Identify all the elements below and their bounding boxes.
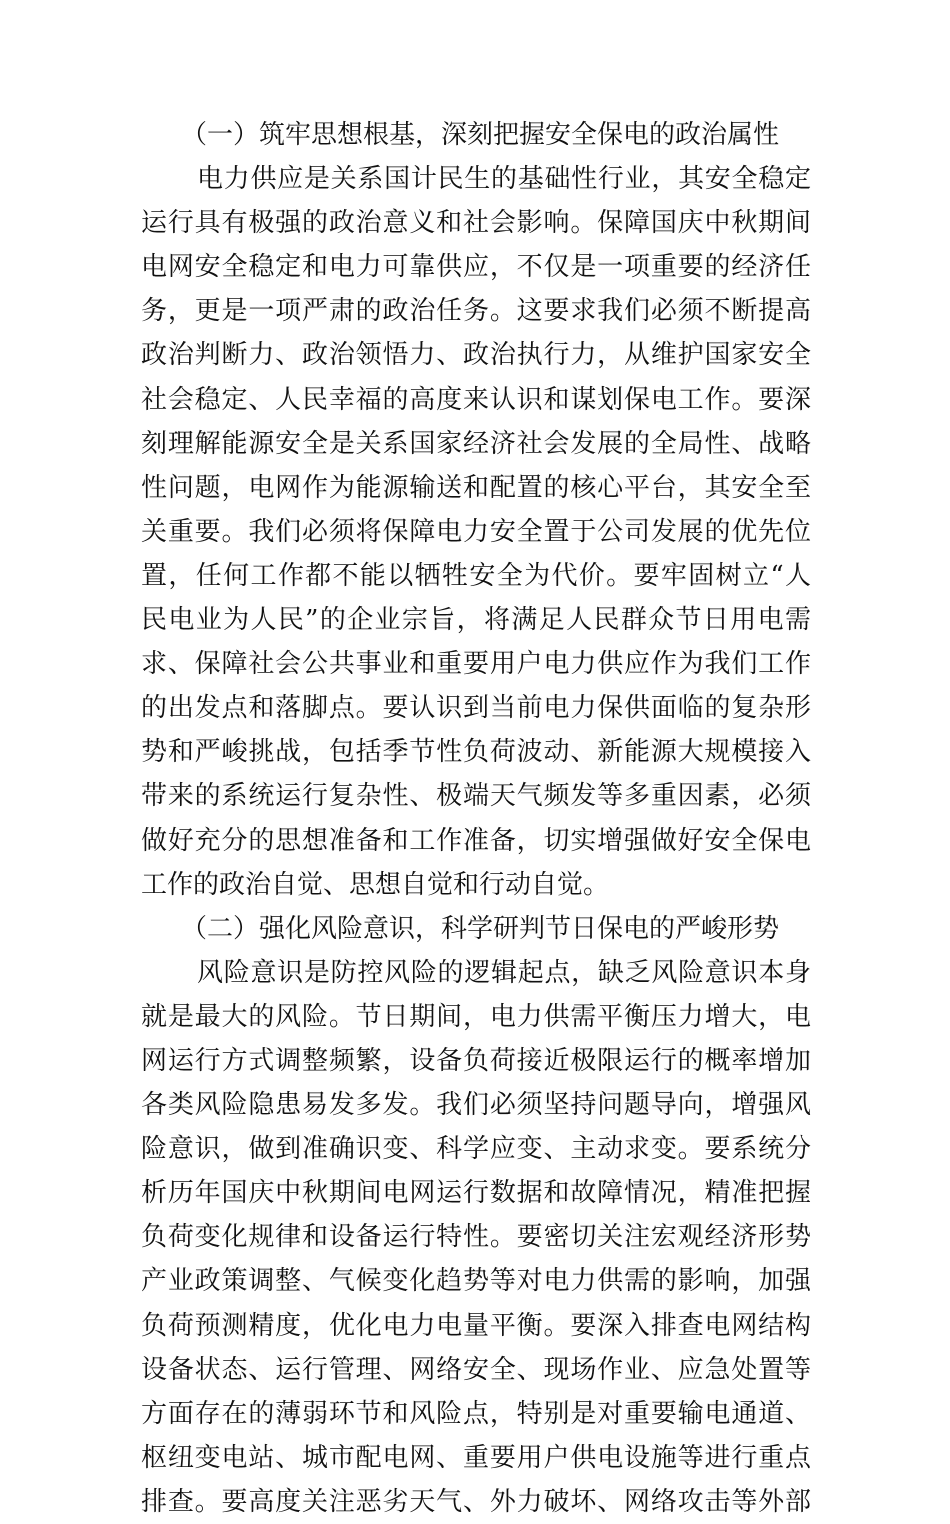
paragraph-line: 势和严峻挑战，包括季节性负荷波动、新能源大规模接入 [141,737,811,768]
paragraph-line: 排查。要高度关注恶劣天气、外力破坏、网络攻击等外部 [141,1486,811,1517]
paragraph-line: 就是最大的风险。节日期间，电力供需平衡压力增大，电 [141,1001,811,1032]
paragraph-line: 电力供应是关系国计民生的基础性行业，其安全稳定 [197,164,811,195]
paragraph-line: 各类风险隐患易发多发。我们必须坚持问题导向，增强风 [141,1090,811,1121]
paragraph-line: 枢纽变电站、城市配电网、重要用户供电设施等进行重点 [141,1442,811,1473]
paragraph-line: 负荷预测精度，优化电力电量平衡。要深入排查电网结构 [141,1310,811,1341]
paragraph-line: 政治判断力、政治领悟力、政治执行力，从维护国家安全 [141,340,811,371]
section-heading: （一）筑牢思想根基，深刻把握安全保电的政治属性 [181,120,780,150]
paragraph-line: 性问题，电网作为能源输送和配置的核心平台，其安全至 [141,472,811,503]
paragraph-line: 求、保障社会公共事业和重要用户电力供应作为我们工作 [141,649,811,680]
document-page [141,113,811,1524]
paragraph-line: 析历年国庆中秋期间电网运行数据和故障情况，精准把握 [141,1178,811,1209]
paragraph-line: 电网安全稳定和电力可靠供应，不仅是一项重要的经济任 [141,252,811,283]
paragraph-line: 刻理解能源安全是关系国家经济社会发展的全局性、战略 [141,428,811,459]
paragraph-line: 务，更是一项严肃的政治任务。这要求我们必须不断提高 [141,296,811,327]
paragraph-line: 民电业为人民”的企业宗旨，将满足人民群众节日用电需 [141,605,811,636]
paragraph-line: 置，任何工作都不能以牺牲安全为代价。要牢固树立“人 [141,560,811,591]
paragraph-line: 工作的政治自觉、思想自觉和行动自觉。 [141,869,610,900]
paragraph-line: 做好充分的思想准备和工作准备，切实增强做好安全保电 [141,825,811,856]
paragraph-line: 关重要。我们必须将保障电力安全置于公司发展的优先位 [141,516,811,547]
paragraph-line: 方面存在的薄弱环节和风险点，特别是对重要输电通道、 [141,1398,811,1429]
paragraph-line: 风险意识是防控风险的逻辑起点，缺乏风险意识本身 [197,957,811,988]
paragraph-line: 社会稳定、人民幸福的高度来认识和谋划保电工作。要深 [141,384,811,415]
section-heading: （二）强化风险意识，科学研判节日保电的严峻形势 [181,913,780,944]
paragraph-line: 网运行方式调整频繁，设备负荷接近极限运行的概率增加 [141,1045,811,1076]
paragraph-line: 运行具有极强的政治意义和社会影响。保障国庆中秋期间 [141,208,811,239]
paragraph-line: 带来的系统运行复杂性、极端天气频发等多重因素，必须 [141,781,811,812]
paragraph-line: 设备状态、运行管理、网络安全、现场作业、应急处置等 [141,1354,811,1385]
paragraph-line: 产业政策调整、气候变化趋势等对电力供需的影响，加强 [141,1266,811,1297]
paragraph-line: 险意识，做到准确识变、科学应变、主动求变。要系统分 [141,1134,811,1165]
paragraph-line: 的出发点和落脚点。要认识到当前电力保供面临的复杂形 [141,693,811,724]
paragraph-line: 负荷变化规律和设备运行特性。要密切关注宏观经济形势 [141,1222,811,1253]
